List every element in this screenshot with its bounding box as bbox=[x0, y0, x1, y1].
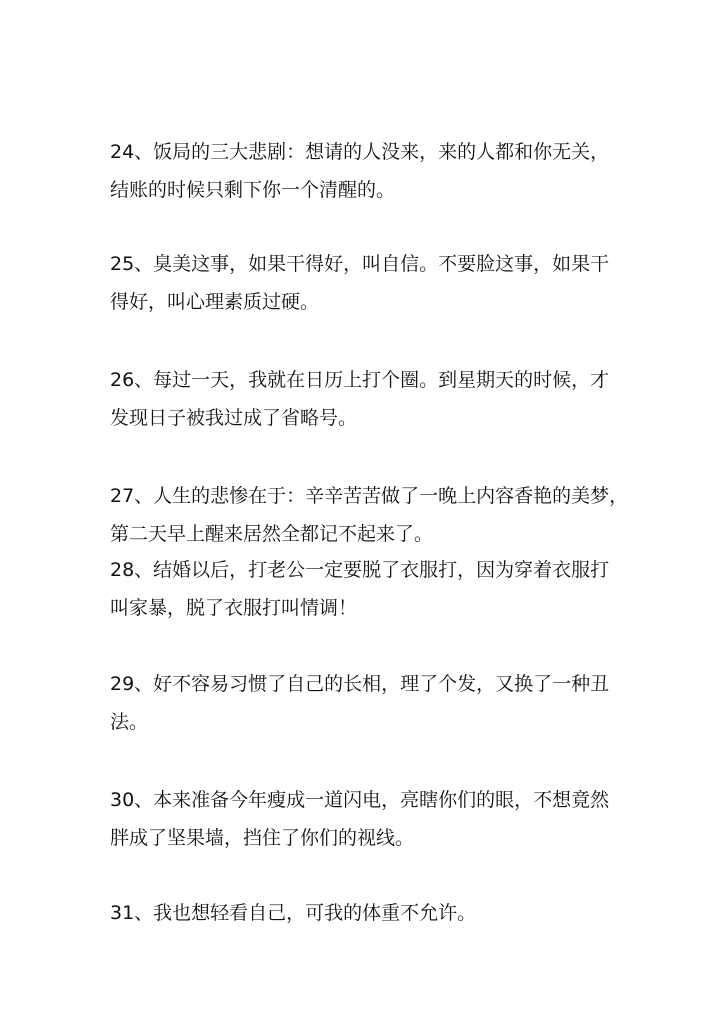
paragraph-28 bbox=[110, 551, 630, 627]
paragraph-line: 第二天早上醒来居然全都记不起来了。 bbox=[110, 523, 434, 545]
paragraph-line: 29、好不容易习惯了自己的长相，理了个发，又换了一种丑 bbox=[110, 673, 610, 695]
paragraph-line: 27、人生的悲惨在于：辛辛苦苦做了一晚上内容香艳的美梦， bbox=[110, 485, 629, 507]
paragraph-29 bbox=[110, 665, 630, 741]
paragraph-27 bbox=[110, 477, 630, 553]
paragraph-25 bbox=[110, 245, 630, 321]
paragraph-line: 25、臭美这事，如果干得好，叫自信。不要脸这事，如果干 bbox=[110, 253, 610, 275]
paragraph-24 bbox=[110, 133, 630, 209]
paragraph-26 bbox=[110, 361, 630, 437]
paragraph-line: 发现日子被我过成了省略号。 bbox=[110, 407, 358, 429]
paragraph-31 bbox=[110, 894, 630, 932]
paragraph-line: 28、结婚以后，打老公一定要脱了衣服打，因为穿着衣服打 bbox=[110, 559, 610, 581]
paragraph-line: 26、每过一天，我就在日历上打个圈。到星期天的时候，才 bbox=[110, 369, 610, 391]
paragraph-line: 31、我也想轻看自己，可我的体重不允许。 bbox=[110, 902, 477, 924]
paragraph-line: 结账的时候只剩下你一个清醒的。 bbox=[110, 179, 396, 201]
paragraph-line: 30、本来准备今年瘦成一道闪电，亮瞎你们的眼，不想竟然 bbox=[110, 789, 610, 811]
paragraph-line: 24、饭局的三大悲剧：想请的人没来，来的人都和你无关， bbox=[110, 141, 610, 163]
paragraph-line: 法。 bbox=[110, 711, 149, 733]
paragraph-line: 胖成了坚果墙，挡住了你们的视线。 bbox=[110, 827, 415, 849]
paragraph-line: 得好，叫心理素质过硬。 bbox=[110, 291, 320, 313]
paragraph-line: 叫家暴，脱了衣服打叫情调！ bbox=[110, 597, 358, 619]
paragraph-30 bbox=[110, 781, 630, 857]
